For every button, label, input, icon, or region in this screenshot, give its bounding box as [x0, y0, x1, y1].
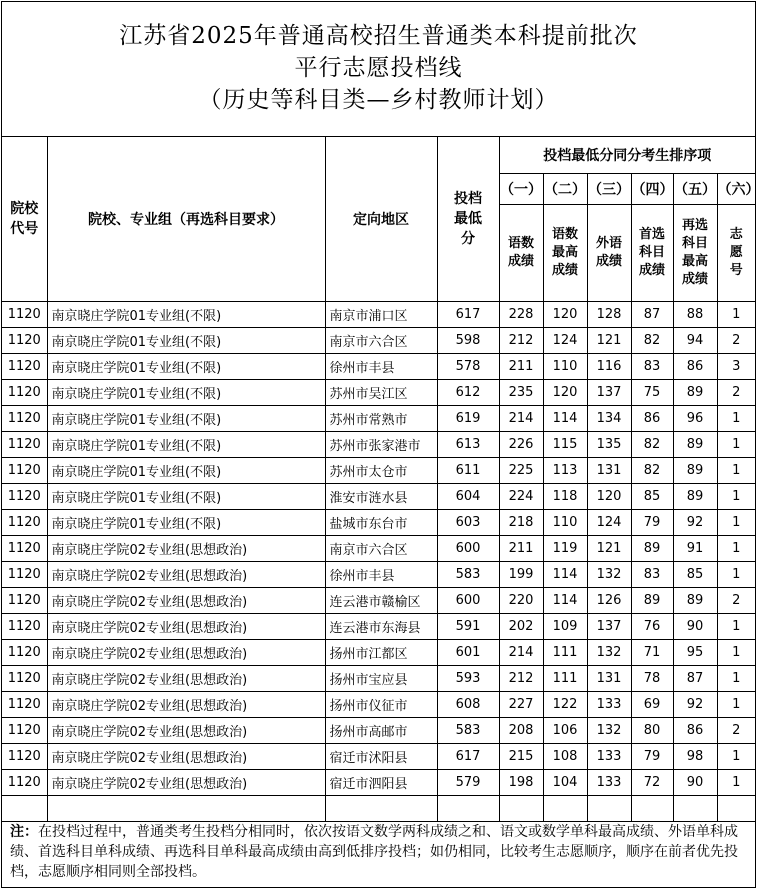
- header-score: 投档最低分: [437, 137, 499, 302]
- cell-col3: 131: [587, 458, 631, 484]
- table-row: [2, 692, 755, 718]
- table-row: [2, 744, 755, 770]
- header-col4: 首选科目成绩: [631, 205, 673, 302]
- cell-col1: 235: [499, 380, 543, 406]
- table-row: [2, 640, 755, 666]
- cell-code: 1120: [2, 614, 47, 640]
- cell-score: 612: [437, 380, 499, 406]
- cell-col1: 218: [499, 510, 543, 536]
- cell-col4: 72: [631, 770, 673, 796]
- cell-score: 600: [437, 536, 499, 562]
- cell-col1: 212: [499, 666, 543, 692]
- cell-code: 1120: [2, 380, 47, 406]
- cell-col3: 116: [587, 354, 631, 380]
- cell-col6: 2: [717, 380, 755, 406]
- header-col1-num: （一）: [499, 174, 543, 205]
- cell-code: 1120: [2, 510, 47, 536]
- cell-col4: 83: [631, 562, 673, 588]
- cell-code: 1120: [2, 302, 47, 328]
- cell-col6: 1: [717, 666, 755, 692]
- cell-code: 1120: [2, 406, 47, 432]
- cell-school: 南京晓庄学院02专业组(思想政治): [47, 588, 325, 614]
- cell-region: 扬州市宝应县: [325, 666, 437, 692]
- cell-col2: 110: [543, 354, 587, 380]
- header-col1: 语数成绩: [499, 205, 543, 302]
- cell-col3: 133: [587, 770, 631, 796]
- cell-school: 南京晓庄学院01专业组(不限): [47, 458, 325, 484]
- cell-score: 601: [437, 640, 499, 666]
- cell-col3: 137: [587, 380, 631, 406]
- cell-school: 南京晓庄学院02专业组(思想政治): [47, 666, 325, 692]
- cell-col6: 1: [717, 510, 755, 536]
- table-row: [2, 614, 755, 640]
- cell-col5: 98: [673, 744, 717, 770]
- cell-region: 苏州市吴江区: [325, 380, 437, 406]
- cell-col1: 227: [499, 692, 543, 718]
- cell-score: 593: [437, 666, 499, 692]
- cell-score: 591: [437, 614, 499, 640]
- cell-col5: 86: [673, 718, 717, 744]
- cell-col3: 132: [587, 562, 631, 588]
- document-page: [1, 1, 760, 888]
- cell-school: 南京晓庄学院01专业组(不限): [47, 302, 325, 328]
- cell-code: 1120: [2, 432, 47, 458]
- cell-region: 盐城市东台市: [325, 510, 437, 536]
- cell-col6: 1: [717, 744, 755, 770]
- cell-code: 1120: [2, 744, 47, 770]
- cell-region: 苏州市常熟市: [325, 406, 437, 432]
- cell-region: 徐州市丰县: [325, 562, 437, 588]
- cell-region: 苏州市太仓市: [325, 458, 437, 484]
- header-col2: 语数最高成绩: [543, 205, 587, 302]
- cell-school: 南京晓庄学院02专业组(思想政治): [47, 744, 325, 770]
- cell-col5: 86: [673, 354, 717, 380]
- cell-col3: 134: [587, 406, 631, 432]
- cell-col6: 1: [717, 406, 755, 432]
- cell-score: 579: [437, 770, 499, 796]
- cell-col3: 133: [587, 744, 631, 770]
- header-col6: 志愿号: [717, 205, 755, 302]
- cell-col3: 132: [587, 640, 631, 666]
- title-line-3: （历史等科目类—乡村教师计划）: [198, 87, 559, 113]
- cell-col5: 89: [673, 458, 717, 484]
- cell-col2: 114: [543, 562, 587, 588]
- cell-col3: 126: [587, 588, 631, 614]
- cell-col2: 108: [543, 744, 587, 770]
- cell-col6: 1: [717, 432, 755, 458]
- cell-school: 南京晓庄学院02专业组(思想政治): [47, 536, 325, 562]
- cell-col6: 1: [717, 692, 755, 718]
- cell-region: 南京市六合区: [325, 328, 437, 354]
- footnote: [2, 814, 755, 887]
- cell-school: 南京晓庄学院02专业组(思想政治): [47, 770, 325, 796]
- cell-score: 613: [437, 432, 499, 458]
- cell-col1: 211: [499, 536, 543, 562]
- cell-col1: 225: [499, 458, 543, 484]
- cell-score: 600: [437, 588, 499, 614]
- cell-code: 1120: [2, 484, 47, 510]
- cell-col4: 82: [631, 458, 673, 484]
- cell-school: 南京晓庄学院01专业组(不限): [47, 484, 325, 510]
- cell-col5: 92: [673, 510, 717, 536]
- cell-score: 608: [437, 692, 499, 718]
- cell-school: 南京晓庄学院01专业组(不限): [47, 328, 325, 354]
- table-row: [2, 562, 755, 588]
- cell-col5: 85: [673, 562, 717, 588]
- cell-col1: 198: [499, 770, 543, 796]
- cell-col6: 2: [717, 328, 755, 354]
- cell-col4: 69: [631, 692, 673, 718]
- cell-score: 578: [437, 354, 499, 380]
- cell-col6: 1: [717, 484, 755, 510]
- cell-score: 611: [437, 458, 499, 484]
- cell-col2: 119: [543, 536, 587, 562]
- cell-col2: 110: [543, 510, 587, 536]
- cell-col3: 132: [587, 718, 631, 744]
- cell-school: 南京晓庄学院02专业组(思想政治): [47, 692, 325, 718]
- cell-col1: 199: [499, 562, 543, 588]
- table-row: [2, 770, 755, 796]
- cell-region: 苏州市张家港市: [325, 432, 437, 458]
- cell-col2: 109: [543, 614, 587, 640]
- table-row: [2, 406, 755, 432]
- header-tiebreak: 投档最低分同分考生排序项: [499, 137, 755, 174]
- cell-school: 南京晓庄学院01专业组(不限): [47, 406, 325, 432]
- cell-score: 617: [437, 744, 499, 770]
- cell-col3: 120: [587, 484, 631, 510]
- cell-school: 南京晓庄学院01专业组(不限): [47, 354, 325, 380]
- cell-score: 619: [437, 406, 499, 432]
- header-col5-num: （五）: [673, 174, 717, 205]
- cell-school: 南京晓庄学院01专业组(不限): [47, 432, 325, 458]
- title-line-2: 平行志愿投档线: [294, 55, 463, 81]
- cell-col4: 85: [631, 484, 673, 510]
- cell-col2: 111: [543, 666, 587, 692]
- header-col3: 外语成绩: [587, 205, 631, 302]
- cell-code: 1120: [2, 328, 47, 354]
- cell-col6: 1: [717, 614, 755, 640]
- cell-col1: 208: [499, 718, 543, 744]
- header-col5: 再选科目最高成绩: [673, 205, 717, 302]
- cell-col4: 89: [631, 536, 673, 562]
- cell-col2: 111: [543, 640, 587, 666]
- cell-score: 583: [437, 718, 499, 744]
- cell-col5: 89: [673, 588, 717, 614]
- cell-col2: 124: [543, 328, 587, 354]
- table-row: [2, 510, 755, 536]
- cell-region: 南京市浦口区: [325, 302, 437, 328]
- cell-col2: 106: [543, 718, 587, 744]
- title-line-1: 江苏省2025年普通高校招生普通类本科提前批次: [119, 23, 638, 49]
- cell-code: 1120: [2, 692, 47, 718]
- cell-col5: 91: [673, 536, 717, 562]
- header-region: 定向地区: [325, 137, 437, 302]
- header-col6-num: （六）: [717, 174, 755, 205]
- table-row: [2, 458, 755, 484]
- cell-region: 南京市六合区: [325, 536, 437, 562]
- cell-col1: 214: [499, 406, 543, 432]
- cell-col4: 78: [631, 666, 673, 692]
- cell-col3: 135: [587, 432, 631, 458]
- cell-school: 南京晓庄学院02专业组(思想政治): [47, 718, 325, 744]
- cell-col5: 92: [673, 692, 717, 718]
- cell-col4: 76: [631, 614, 673, 640]
- cell-col2: 122: [543, 692, 587, 718]
- cell-col4: 89: [631, 588, 673, 614]
- cell-region: 连云港市赣榆区: [325, 588, 437, 614]
- cell-region: 扬州市仪征市: [325, 692, 437, 718]
- cell-col5: 90: [673, 770, 717, 796]
- cell-score: 583: [437, 562, 499, 588]
- cell-col4: 80: [631, 718, 673, 744]
- cell-school: 南京晓庄学院02专业组(思想政治): [47, 614, 325, 640]
- header-col3-num: （三）: [587, 174, 631, 205]
- cell-region: 扬州市江都区: [325, 640, 437, 666]
- cell-col2: 115: [543, 432, 587, 458]
- table-row: [2, 666, 755, 692]
- table-row: [2, 588, 755, 614]
- cell-col1: 226: [499, 432, 543, 458]
- cell-col4: 79: [631, 510, 673, 536]
- cell-region: 扬州市高邮市: [325, 718, 437, 744]
- cell-score: 617: [437, 302, 499, 328]
- score-table: [2, 137, 760, 822]
- table-row: [2, 380, 755, 406]
- cell-col4: 82: [631, 328, 673, 354]
- cell-col6: 1: [717, 302, 755, 328]
- cell-region: 宿迁市沭阳县: [325, 744, 437, 770]
- cell-col5: 94: [673, 328, 717, 354]
- table-row: [2, 302, 755, 328]
- cell-code: 1120: [2, 770, 47, 796]
- cell-code: 1120: [2, 536, 47, 562]
- cell-code: 1120: [2, 718, 47, 744]
- cell-col2: 104: [543, 770, 587, 796]
- cell-region: 连云港市东海县: [325, 614, 437, 640]
- header-col4-num: （四）: [631, 174, 673, 205]
- cell-col1: 224: [499, 484, 543, 510]
- table-row: [2, 328, 755, 354]
- cell-col6: 2: [717, 718, 755, 744]
- cell-region: 淮安市涟水县: [325, 484, 437, 510]
- cell-col1: 228: [499, 302, 543, 328]
- cell-col1: 220: [499, 588, 543, 614]
- cell-col6: 1: [717, 458, 755, 484]
- cell-col3: 121: [587, 536, 631, 562]
- cell-col3: 124: [587, 510, 631, 536]
- cell-col3: 133: [587, 692, 631, 718]
- cell-school: 南京晓庄学院02专业组(思想政治): [47, 640, 325, 666]
- cell-region: 宿迁市泗阳县: [325, 770, 437, 796]
- cell-col3: 137: [587, 614, 631, 640]
- cell-school: 南京晓庄学院01专业组(不限): [47, 510, 325, 536]
- cell-col1: 211: [499, 354, 543, 380]
- cell-col5: 96: [673, 406, 717, 432]
- cell-col4: 86: [631, 406, 673, 432]
- cell-code: 1120: [2, 640, 47, 666]
- cell-code: 1120: [2, 354, 47, 380]
- cell-col6: 1: [717, 562, 755, 588]
- cell-school: 南京晓庄学院01专业组(不限): [47, 380, 325, 406]
- cell-col6: 1: [717, 536, 755, 562]
- cell-col2: 118: [543, 484, 587, 510]
- cell-col6: 2: [717, 588, 755, 614]
- cell-col5: 88: [673, 302, 717, 328]
- cell-col5: 89: [673, 484, 717, 510]
- cell-col3: 128: [587, 302, 631, 328]
- cell-col5: 89: [673, 380, 717, 406]
- footnote-label: 注：: [10, 824, 38, 840]
- cell-col3: 121: [587, 328, 631, 354]
- cell-col2: 114: [543, 588, 587, 614]
- header-col2-num: （二）: [543, 174, 587, 205]
- cell-col2: 120: [543, 380, 587, 406]
- table-row: [2, 718, 755, 744]
- cell-col3: 131: [587, 666, 631, 692]
- cell-score: 604: [437, 484, 499, 510]
- cell-col5: 90: [673, 614, 717, 640]
- cell-col6: 1: [717, 770, 755, 796]
- cell-region: 徐州市丰县: [325, 354, 437, 380]
- cell-col4: 75: [631, 380, 673, 406]
- header-code: 院校代号: [2, 137, 47, 302]
- cell-col5: 95: [673, 640, 717, 666]
- cell-col2: 113: [543, 458, 587, 484]
- cell-col5: 89: [673, 432, 717, 458]
- table-row: [2, 354, 755, 380]
- cell-col6: 3: [717, 354, 755, 380]
- cell-col4: 83: [631, 354, 673, 380]
- cell-school: 南京晓庄学院02专业组(思想政治): [47, 562, 325, 588]
- cell-col4: 79: [631, 744, 673, 770]
- footnote-text: 在投档过程中，普通类考生投档分相同时，依次按语文数学两科成绩之和、语文或数学单科最高成绩、外语单科成绩、首选科目单科成绩、再选科目单科最高成绩由高到低排序投档；如仍相同，比较考生志愿顺序，顺序在前者优先投档，志愿顺序相同则全部投档。: [10, 824, 738, 880]
- cell-col4: 87: [631, 302, 673, 328]
- cell-col1: 212: [499, 328, 543, 354]
- cell-col2: 120: [543, 302, 587, 328]
- cell-col6: 1: [717, 640, 755, 666]
- cell-col1: 214: [499, 640, 543, 666]
- cell-col4: 71: [631, 640, 673, 666]
- cell-col5: 87: [673, 666, 717, 692]
- cell-col2: 114: [543, 406, 587, 432]
- cell-col1: 215: [499, 744, 543, 770]
- cell-code: 1120: [2, 562, 47, 588]
- cell-col4: 82: [631, 432, 673, 458]
- table-row: [2, 536, 755, 562]
- cell-col1: 202: [499, 614, 543, 640]
- header-school: 院校、专业组（再选科目要求）: [47, 137, 325, 302]
- cell-code: 1120: [2, 588, 47, 614]
- cell-code: 1120: [2, 458, 47, 484]
- table-row: [2, 484, 755, 510]
- table-row: [2, 432, 755, 458]
- cell-score: 603: [437, 510, 499, 536]
- cell-code: 1120: [2, 666, 47, 692]
- title-block: [2, 2, 755, 137]
- cell-score: 598: [437, 328, 499, 354]
